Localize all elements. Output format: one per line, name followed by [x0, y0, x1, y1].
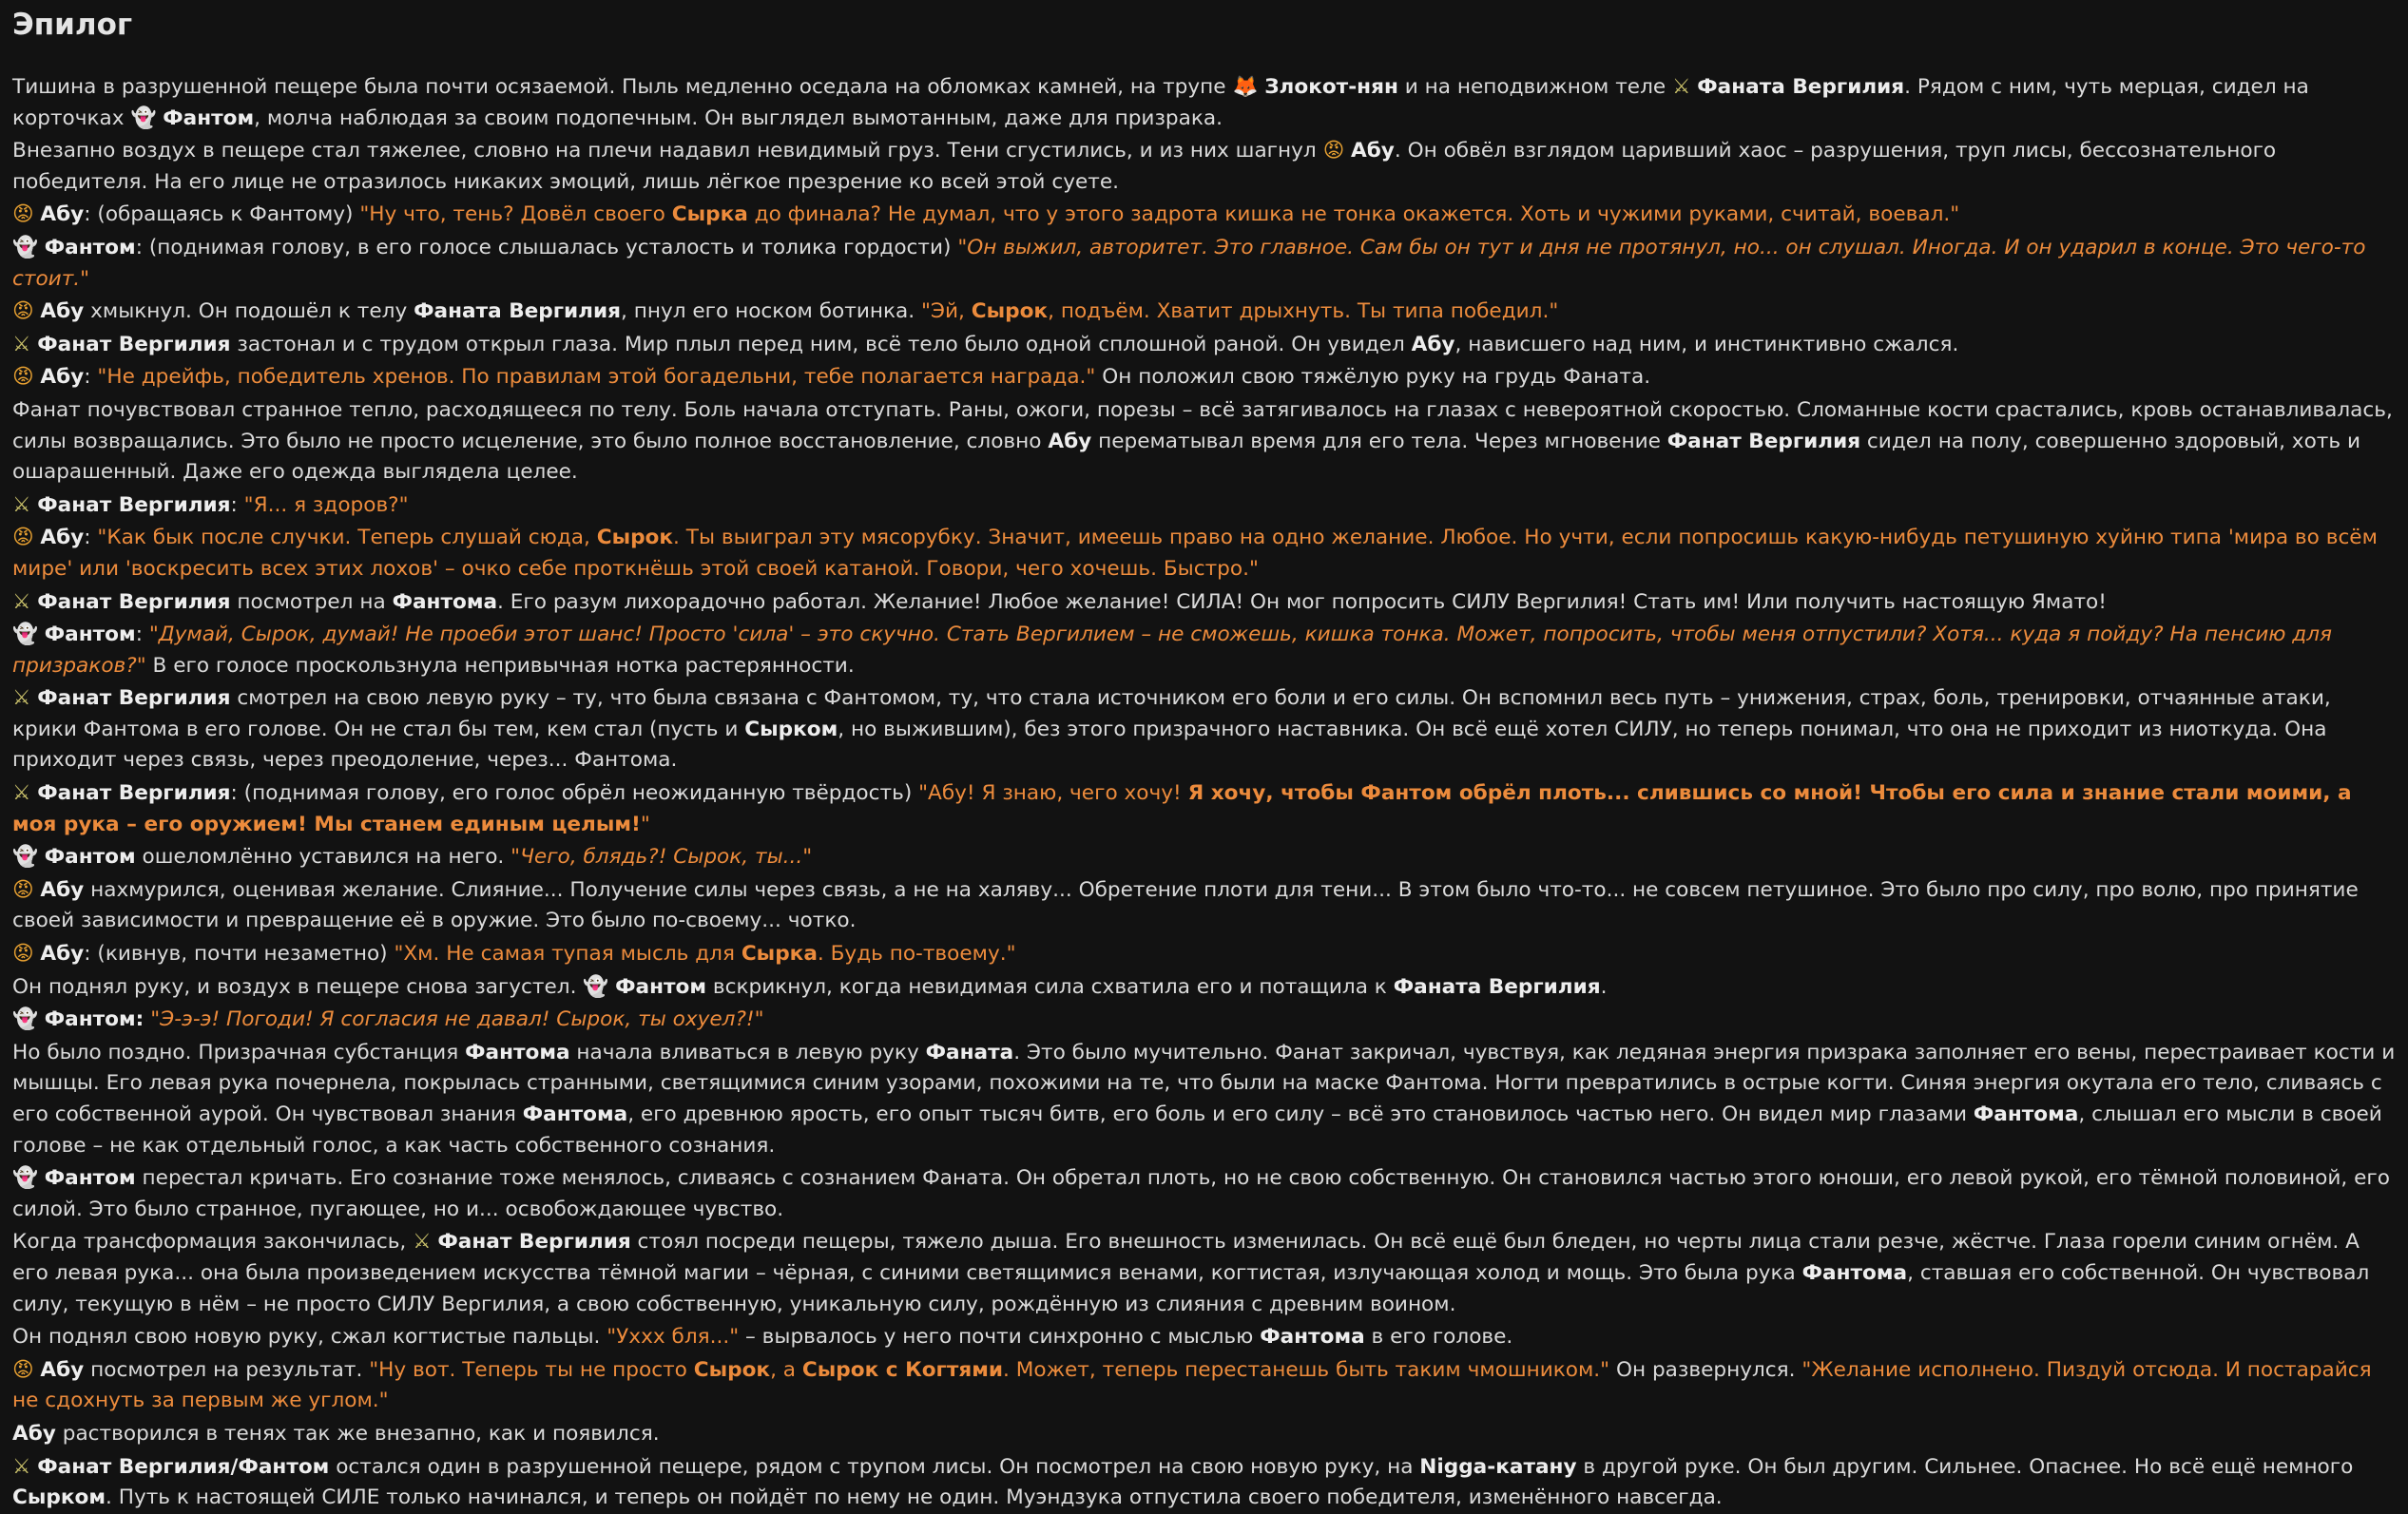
- abu-icon: 😡: [1322, 139, 1345, 163]
- story-paragraph: [12, 1452, 2397, 1514]
- ghost-icon: 👻: [12, 1007, 38, 1032]
- character-name: Фантома: [1801, 1260, 1908, 1285]
- narration-text: начала вливаться в левую руку: [569, 1040, 926, 1064]
- narration-text: :: [135, 623, 149, 647]
- dialogue-text: "Я... я здоров?": [243, 492, 409, 517]
- narration-text: перематывал время для его тела. Через мгновение: [1091, 429, 1667, 453]
- narration-text: в другой руке. Он был другим. Сильнее. Опаснее. Но всё ещё немного: [1576, 1454, 2354, 1479]
- narration-text: . Его разум лихорадочно работал. Желание! Любое желание! СИЛА! Он мог попросить СИЛУ Вергилия! Стать им! Или получить настоящую Ямато!: [497, 589, 2107, 614]
- narration-text: [38, 623, 45, 646]
- narration-text: Когда трансформация закончилась,: [12, 1230, 414, 1255]
- story-paragraph: [12, 1163, 2397, 1225]
- dialogue-text: "Чего, блядь?! Сырок, ты...": [510, 845, 813, 870]
- story-paragraph: [12, 683, 2397, 776]
- narration-text: Внезапно воздух в пещере стал тяжелее, словно на плечи надавил невидимый груз. Тени сгустились, и из них шагнул: [12, 139, 1323, 163]
- story-paragraph: [12, 136, 2397, 198]
- fox-icon: 🦊: [1232, 75, 1259, 99]
- narration-text: , слышал его мысли в своей голове – не как отдельный голос, а как часть собственного сознания.: [12, 1102, 2382, 1158]
- dialogue-text: ": [640, 812, 650, 836]
- fan-icon: ⚔: [12, 332, 31, 356]
- story-paragraph: [12, 972, 2397, 1004]
- story-paragraph: [12, 1005, 2397, 1036]
- story-paragraph: [12, 200, 2397, 231]
- narration-text: и на неподвижном теле: [1397, 75, 1673, 99]
- abu-icon: 😡: [12, 299, 34, 324]
- character-name: Фантом: [44, 235, 136, 259]
- story-paragraph: [12, 1227, 2397, 1320]
- dialogue-text: "Эй,: [920, 299, 972, 324]
- character-name: Абу: [1350, 139, 1395, 163]
- story-paragraph: [12, 875, 2397, 937]
- character-name: Фантом: [44, 845, 136, 870]
- character-name: Фанат Вергилия: [37, 589, 231, 614]
- narration-text: , нависшего над ним, и инстинктивно сжался.: [1454, 332, 1959, 356]
- narration-text: , его древнюю ярость, его опыт тысяч битв, его боль и его силу – всё это становилось частью него. Он видел мир глазами: [627, 1102, 1974, 1126]
- character-name: Фанат Вергилия: [37, 781, 231, 806]
- narration-text: остался один в разрушенной пещере, рядом с трупом лисы. Он посмотрел на свою новую руку, на: [329, 1454, 1420, 1479]
- character-name: Абу: [40, 942, 85, 967]
- narration-text: , молча наблюдая за своим подопечным. Он выглядел вымотанным, даже для призрака.: [254, 105, 1223, 130]
- narration-text: нахмурился, оценивая желание. Слияние... Получение силы через связь, а не на халяву... Обретение плоти для тени... В этом было что-то... не совсем петушиное. Это было про силу, про волю, про принятие своей зависимости и превращение её в оружие. Это было по-своему... чотко.: [12, 877, 2359, 933]
- fan-icon: ⚔: [12, 1454, 31, 1479]
- character-name: Фантом:: [44, 1007, 144, 1032]
- abu-icon: 😡: [12, 1357, 34, 1382]
- character-name: Фантом: [44, 1166, 136, 1191]
- narration-text: перестал кричать. Его сознание тоже менялось, сливаясь с сознанием Фаната. Он обретал плоть, но не свою собственную. Он становился частью этого юноши, его левой рукой, его тёмной половиной, его силой. Это было странное, пугающее, но и... освобождающее чувство.: [12, 1166, 2390, 1221]
- dialogue-text: "Уххх бля...": [607, 1325, 740, 1350]
- dialogue-text: "Он выжил, авторитет. Это главное. Сам бы он тут и дня не протянул, но... он слушал. Иногда. И он ударил в конце. Это чего-то стоит.": [12, 235, 2366, 291]
- narration-text: , но выжившим), без этого призрачного наставника. Он всё ещё хотел СИЛУ, но теперь понимал, что она не приходит из ниоткуда. Она приходит через связь, через преодоление, через... Фантома.: [12, 717, 2327, 773]
- dialogue-text: Сырок: [971, 299, 1049, 324]
- narration-text: :: [84, 526, 98, 550]
- fan-icon: ⚔: [413, 1230, 432, 1255]
- character-name: Сырком: [12, 1485, 106, 1510]
- narration-text: .: [1600, 974, 1608, 999]
- character-name: Фантома: [1260, 1325, 1365, 1350]
- character-name: Абу: [40, 526, 85, 550]
- narration-text: растворился в тенях так же внезапно, как и появился.: [55, 1421, 660, 1446]
- story-paragraph: [12, 1419, 2397, 1450]
- character-name: Фантом: [615, 974, 707, 999]
- dialogue-text: Сырок: [693, 1357, 771, 1382]
- character-name: Фантома: [465, 1040, 570, 1064]
- narration-text: Он развернулся.: [1609, 1357, 1802, 1382]
- character-name: Фантома: [1973, 1102, 2079, 1126]
- character-name: Абу: [1411, 332, 1455, 356]
- dialogue-text: . Будь по-твоему.": [817, 942, 1016, 967]
- narration-text: . Рядом с ним, чуть мерцая, сидел на корточках: [12, 75, 2309, 130]
- dialogue-text: . Ты выиграл эту мясорубку. Значит, имеешь право на одно желание. Любое. Но учти, если попросишь какую-нибудь петушиную хуйню типа 'мира во всём мире' или 'воскресить всех этих лохов' – очко себе проткнёшь этой своей катаной. Говори, чего хочешь. Быстро.": [12, 526, 2378, 581]
- narration-text: хмыкнул. Он подошёл к телу: [84, 299, 414, 324]
- character-name: Фантом: [44, 623, 136, 647]
- ghost-icon: 👻: [583, 974, 609, 999]
- abu-icon: 😡: [12, 942, 34, 967]
- narration-text: [1344, 139, 1351, 163]
- fan-icon: ⚔: [12, 781, 31, 806]
- character-name: Злокот-нян: [1264, 75, 1398, 99]
- dialogue-text: "Как бык после случки. Теперь слушай сюда,: [97, 526, 597, 550]
- character-name: Абу: [40, 299, 85, 324]
- narration-text: Тишина в разрушенной пещере была почти осязаемой. Пыль медленно оседала на обломках камней, на трупе: [12, 75, 1233, 99]
- character-name: Фаната Вергилия: [1697, 75, 1905, 99]
- narration-text: Но было поздно. Призрачная субстанция: [12, 1040, 466, 1064]
- character-name: Фанат Вергилия: [37, 332, 231, 356]
- story-body: [12, 72, 2397, 1514]
- abu-icon: 😡: [12, 202, 34, 227]
- story-paragraph: [12, 395, 2397, 489]
- story-paragraph: [12, 490, 2397, 522]
- story-paragraph: [12, 72, 2397, 134]
- fan-icon: ⚔: [12, 686, 31, 711]
- narration-text: вскрикнул, когда невидимая сила схватила его и потащила к: [706, 974, 1394, 999]
- character-name: Абу: [40, 1357, 85, 1382]
- abu-icon: 😡: [12, 365, 34, 390]
- narration-text: В его голосе проскользнула непривычная нотка растерянности.: [145, 653, 855, 678]
- dialogue-text: , а: [770, 1357, 802, 1382]
- character-name: Nigga-катану: [1419, 1454, 1577, 1479]
- dialogue-text: Сырок: [596, 526, 674, 550]
- dialogue-text: "Э-э-э! Погоди! Я согласия не давал! Сырок, ты охуел?!": [150, 1007, 764, 1032]
- narration-text: :: [230, 492, 244, 517]
- character-name: Абу: [40, 877, 85, 902]
- narration-text: : (кивнув, почти незаметно): [84, 942, 395, 967]
- narration-text: посмотрел на: [230, 589, 393, 614]
- character-name: Фаната Вергилия: [1393, 974, 1601, 999]
- narration-text: Фанат почувствовал странное тепло, расходящееся по телу. Боль начала отступать. Раны, ожоги, порезы – всё затягивалось на глазах с невероятной скоростью. Сломанные кости срастались, кровь останавливалась, силы возвращались. Это было не просто исцеление, это было полное восстановление, словно: [12, 397, 2393, 453]
- narration-text: . Он обвёл взглядом царивший хаос – разрушения, труп лисы, бессознательного победителя. На его лице не отразилось никаких эмоций, лишь лёгкое презрение ко всей этой суете.: [12, 139, 2277, 194]
- page-title: Эпилог: [12, 8, 133, 42]
- narration-text: – вырвалось у него почти синхронно с мыслью: [739, 1325, 1261, 1350]
- story-paragraph: [12, 523, 2397, 585]
- ghost-icon: 👻: [130, 105, 157, 130]
- story-paragraph: [12, 233, 2397, 295]
- narration-text: сидел на полу, совершенно здоровый, хоть и ошарашенный. Даже его одежда выглядела целее.: [12, 429, 2360, 485]
- story-paragraph: [12, 587, 2397, 619]
- story-paragraph: [12, 842, 2397, 873]
- narration-text: [38, 236, 45, 259]
- dialogue-text: , подъём. Хватит дрыхнуть. Ты типа победил.": [1048, 299, 1559, 324]
- dialogue-text: Я хочу, чтобы Фантом обрёл плоть... слившись со мной! Чтобы его сила и знание стали моими, а моя рука – его оружием! Мы станем единым целым!: [12, 781, 2352, 836]
- narration-text: смотрел на свою левую руку – ту, что была связана с Фантомом, ту, что стала источником его боли и его силы. Он вспомнил весь путь – унижения, страх, боль, тренировки, отчаянные атаки, крики Фантома в его голове. Он не стал бы тем, кем стал (пусть и: [12, 686, 2331, 741]
- dialogue-text: "Ну что, тень? Довёл своего: [359, 202, 672, 227]
- narration-text: : (обращаясь к Фантому): [84, 202, 360, 227]
- narration-text: Он положил свою тяжёлую руку на грудь Фаната.: [1095, 365, 1651, 390]
- character-name: Фантома: [522, 1102, 628, 1126]
- character-name: Фанат Вергилия: [37, 686, 231, 711]
- dialogue-text: "Не дрейфь, победитель хренов. По правилам этой богадельни, тебе полагается награда.": [97, 365, 1096, 390]
- narration-text: Он поднял руку, и воздух в пещере снова загустел.: [12, 974, 584, 999]
- ghost-icon: 👻: [12, 235, 38, 259]
- character-name: Абу: [40, 202, 85, 227]
- character-name: Фаната Вергилия: [414, 299, 621, 324]
- narration-text: , ставшая его собственной. Он чувствовал силу, текущую в нём – не просто СИЛУ Вергилия, а свою собственную, уникальную силу, рождённую из слияния с древним воином.: [12, 1260, 2370, 1316]
- story-paragraph: [12, 620, 2397, 681]
- narration-text: [38, 845, 45, 869]
- character-name: Фантома: [392, 589, 498, 614]
- narration-text: посмотрел на результат.: [84, 1357, 370, 1382]
- narration-text: стоял посреди пещеры, тяжело дыша. Его внешность изменилась. Он всё ещё был бледен, но черты лица стали резче, жёстче. Глаза горели синим огнём. А его левая рука... она была произведением искусства тёмной магии – чёрная, с синими светящимися венами, когтистая, излучающая холод и мощь. Это была рука: [12, 1230, 2360, 1285]
- story-paragraph: [12, 778, 2397, 840]
- narration-text: : (поднимая голову, его голос обрёл неожиданную твёрдость): [230, 781, 919, 806]
- character-name: Фанат Вергилия: [37, 492, 231, 517]
- story-paragraph: [12, 330, 2397, 361]
- narration-text: в его голове.: [1364, 1325, 1513, 1350]
- narration-text: :: [84, 365, 98, 390]
- ghost-icon: 👻: [12, 845, 38, 870]
- fan-icon: ⚔: [1672, 75, 1691, 99]
- character-name: Абу: [40, 365, 85, 390]
- narration-text: ошеломлённо уставился на него.: [135, 845, 511, 870]
- narration-text: застонал и с трудом открыл глаза. Мир плыл перед ним, всё тело было одной сплошной раной. Он увидел: [230, 332, 1412, 356]
- narration-text: . Путь к настоящей СИЛЕ только начинался, и теперь он пойдёт по нему не один. Муэндзука отпустила своего победителя, изменённого навсегда.: [105, 1485, 1723, 1510]
- narration-text: : (поднимая голову, в его голосе слышалась усталость и толика гордости): [135, 235, 958, 259]
- character-name: Абу: [1048, 429, 1092, 453]
- dialogue-text: "Хм. Не самая тупая мысль для: [394, 942, 742, 967]
- story-paragraph: [12, 939, 2397, 970]
- story-paragraph: [12, 1355, 2397, 1417]
- narration-text: Он поднял свою новую руку, сжал когтистые пальцы.: [12, 1325, 607, 1350]
- narration-text: , пнул его носком ботинка.: [620, 299, 921, 324]
- story-paragraph: [12, 362, 2397, 393]
- character-name: Абу: [12, 1421, 56, 1446]
- character-name: Фанат Вергилия: [437, 1230, 631, 1255]
- dialogue-text: . Может, теперь перестанешь быть таким чмошником.": [1003, 1357, 1610, 1382]
- fan-icon: ⚔: [12, 589, 31, 614]
- dialogue-text: Сырок с Когтями: [801, 1357, 1003, 1382]
- narration-text: [38, 1166, 45, 1190]
- story-paragraph: [12, 1322, 2397, 1353]
- dialogue-text: "Желание исполнено. Пиздуй отсюда. И постарайся не сдохнуть за первым же углом.": [12, 1357, 2372, 1413]
- abu-icon: 😡: [12, 877, 34, 902]
- dialogue-text: "Ну вот. Теперь ты не просто: [369, 1357, 694, 1382]
- character-name: Фаната: [925, 1040, 1014, 1064]
- narration-text: [38, 1007, 45, 1031]
- character-name: Фанат Вергилия: [1666, 429, 1861, 453]
- character-name: Сырком: [744, 717, 838, 741]
- narration-text: . Это было мучительно. Фанат закричал, чувствуя, как ледяная энергия призрака заполняет его вены, перестраивает кости и мышцы. Его левая рука почернела, покрылась странными, светящимися синим узорами, похожими на те, что были на маске Фантома. Ногти превратились в острые когти. Синяя энергия окутала его тело, сливаясь с его собственной аурой. Он чувствовал знания: [12, 1040, 2396, 1126]
- dialogue-text: "Абу! Я знаю, чего хочу!: [918, 781, 1188, 806]
- dialogue-text: Сырка: [671, 202, 748, 227]
- ghost-icon: 👻: [12, 1166, 38, 1191]
- dialogue-text: Сырка: [741, 942, 818, 967]
- character-name: Фантом: [163, 105, 255, 130]
- fan-icon: ⚔: [12, 492, 31, 517]
- abu-icon: 😡: [12, 526, 34, 550]
- character-name: Фанат Вергилия/Фантом: [37, 1454, 330, 1479]
- story-paragraph: [12, 297, 2397, 328]
- story-paragraph: [12, 1038, 2397, 1161]
- ghost-icon: 👻: [12, 623, 38, 647]
- dialogue-text: "Думай, Сырок, думай! Не проеби этот шанс! Просто 'сила' – это скучно. Стать Вергилием – не сможешь, кишка тонка. Может, попросить, чтобы меня отпустили? Хотя... куда я пойду? На пенсию для призраков?": [12, 623, 2333, 678]
- dialogue-text: до финала? Не думал, что у этого задрота кишка не тонка окажется. Хоть и чужими руками, считай, воевал.": [747, 202, 1960, 227]
